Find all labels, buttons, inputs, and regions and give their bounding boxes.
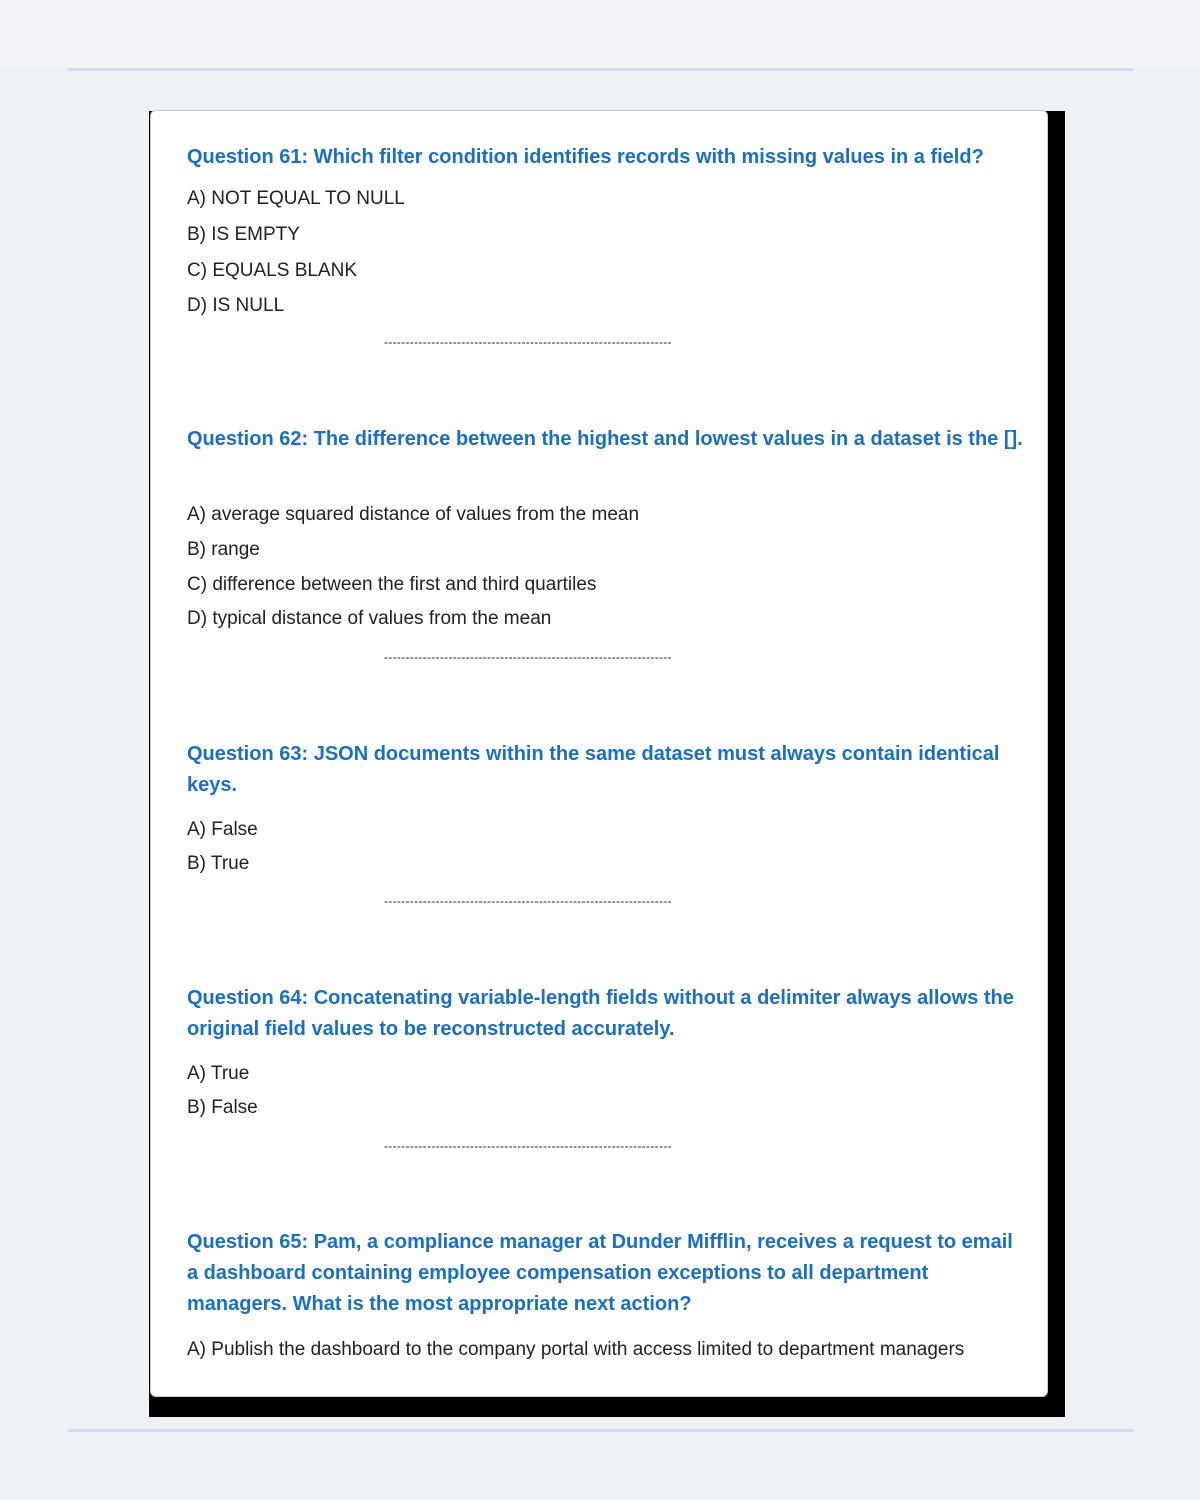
viewer-top-bar: [0, 0, 1200, 68]
separator-4: -------------------------------------------------------------------: [384, 1139, 672, 1153]
question-64-text: Question 64: Concatenating variable-length fields without a delimiter always allows the original field values to be reconstructed accurately.: [187, 987, 1014, 1040]
q63-option-b: B) True: [187, 853, 250, 874]
q62-option-b: B) range: [187, 539, 260, 560]
question-62-text: Question 62: The difference between the highest and lowest values in a dataset is the [].: [187, 428, 1023, 450]
separator-2: -------------------------------------------------------------------: [384, 650, 672, 664]
q62-option-a: A) average squared distance of values from the mean: [187, 504, 640, 525]
separator-1: -------------------------------------------------------------------: [384, 335, 672, 349]
q62-option-d: D) typical distance of values from the mean: [187, 608, 552, 629]
q61-option-c: C) EQUALS BLANK: [187, 260, 357, 281]
q64-option-b: B) False: [187, 1097, 258, 1118]
top-divider: [68, 68, 1134, 71]
q61-option-a: A) NOT EQUAL TO NULL: [187, 188, 405, 209]
question-63-text: Question 63: JSON documents within the same dataset must always contain identical keys.: [187, 743, 1000, 796]
q61-option-b: B) IS EMPTY: [187, 224, 300, 245]
q61-option-d: D) IS NULL: [187, 295, 285, 316]
q64-option-a: A) True: [187, 1063, 250, 1084]
question-61-text: Question 61: Which filter condition identifies records with missing values in a field?: [187, 146, 984, 168]
q65-option-a: A) Publish the dashboard to the company portal with access limited to department managers: [187, 1339, 965, 1360]
document-page: [150, 110, 1048, 1397]
question-65-text: Question 65: Pam, a compliance manager at Dunder Mifflin, receives a request to email a dashboard containing employee compensation exceptions to all department managers. What is the most appropriate next action?: [187, 1231, 1013, 1315]
separator-3: -------------------------------------------------------------------: [384, 894, 672, 908]
q63-option-a: A) False: [187, 819, 258, 840]
q62-option-c: C) difference between the first and third quartiles: [187, 574, 597, 595]
bottom-divider: [68, 1429, 1134, 1432]
